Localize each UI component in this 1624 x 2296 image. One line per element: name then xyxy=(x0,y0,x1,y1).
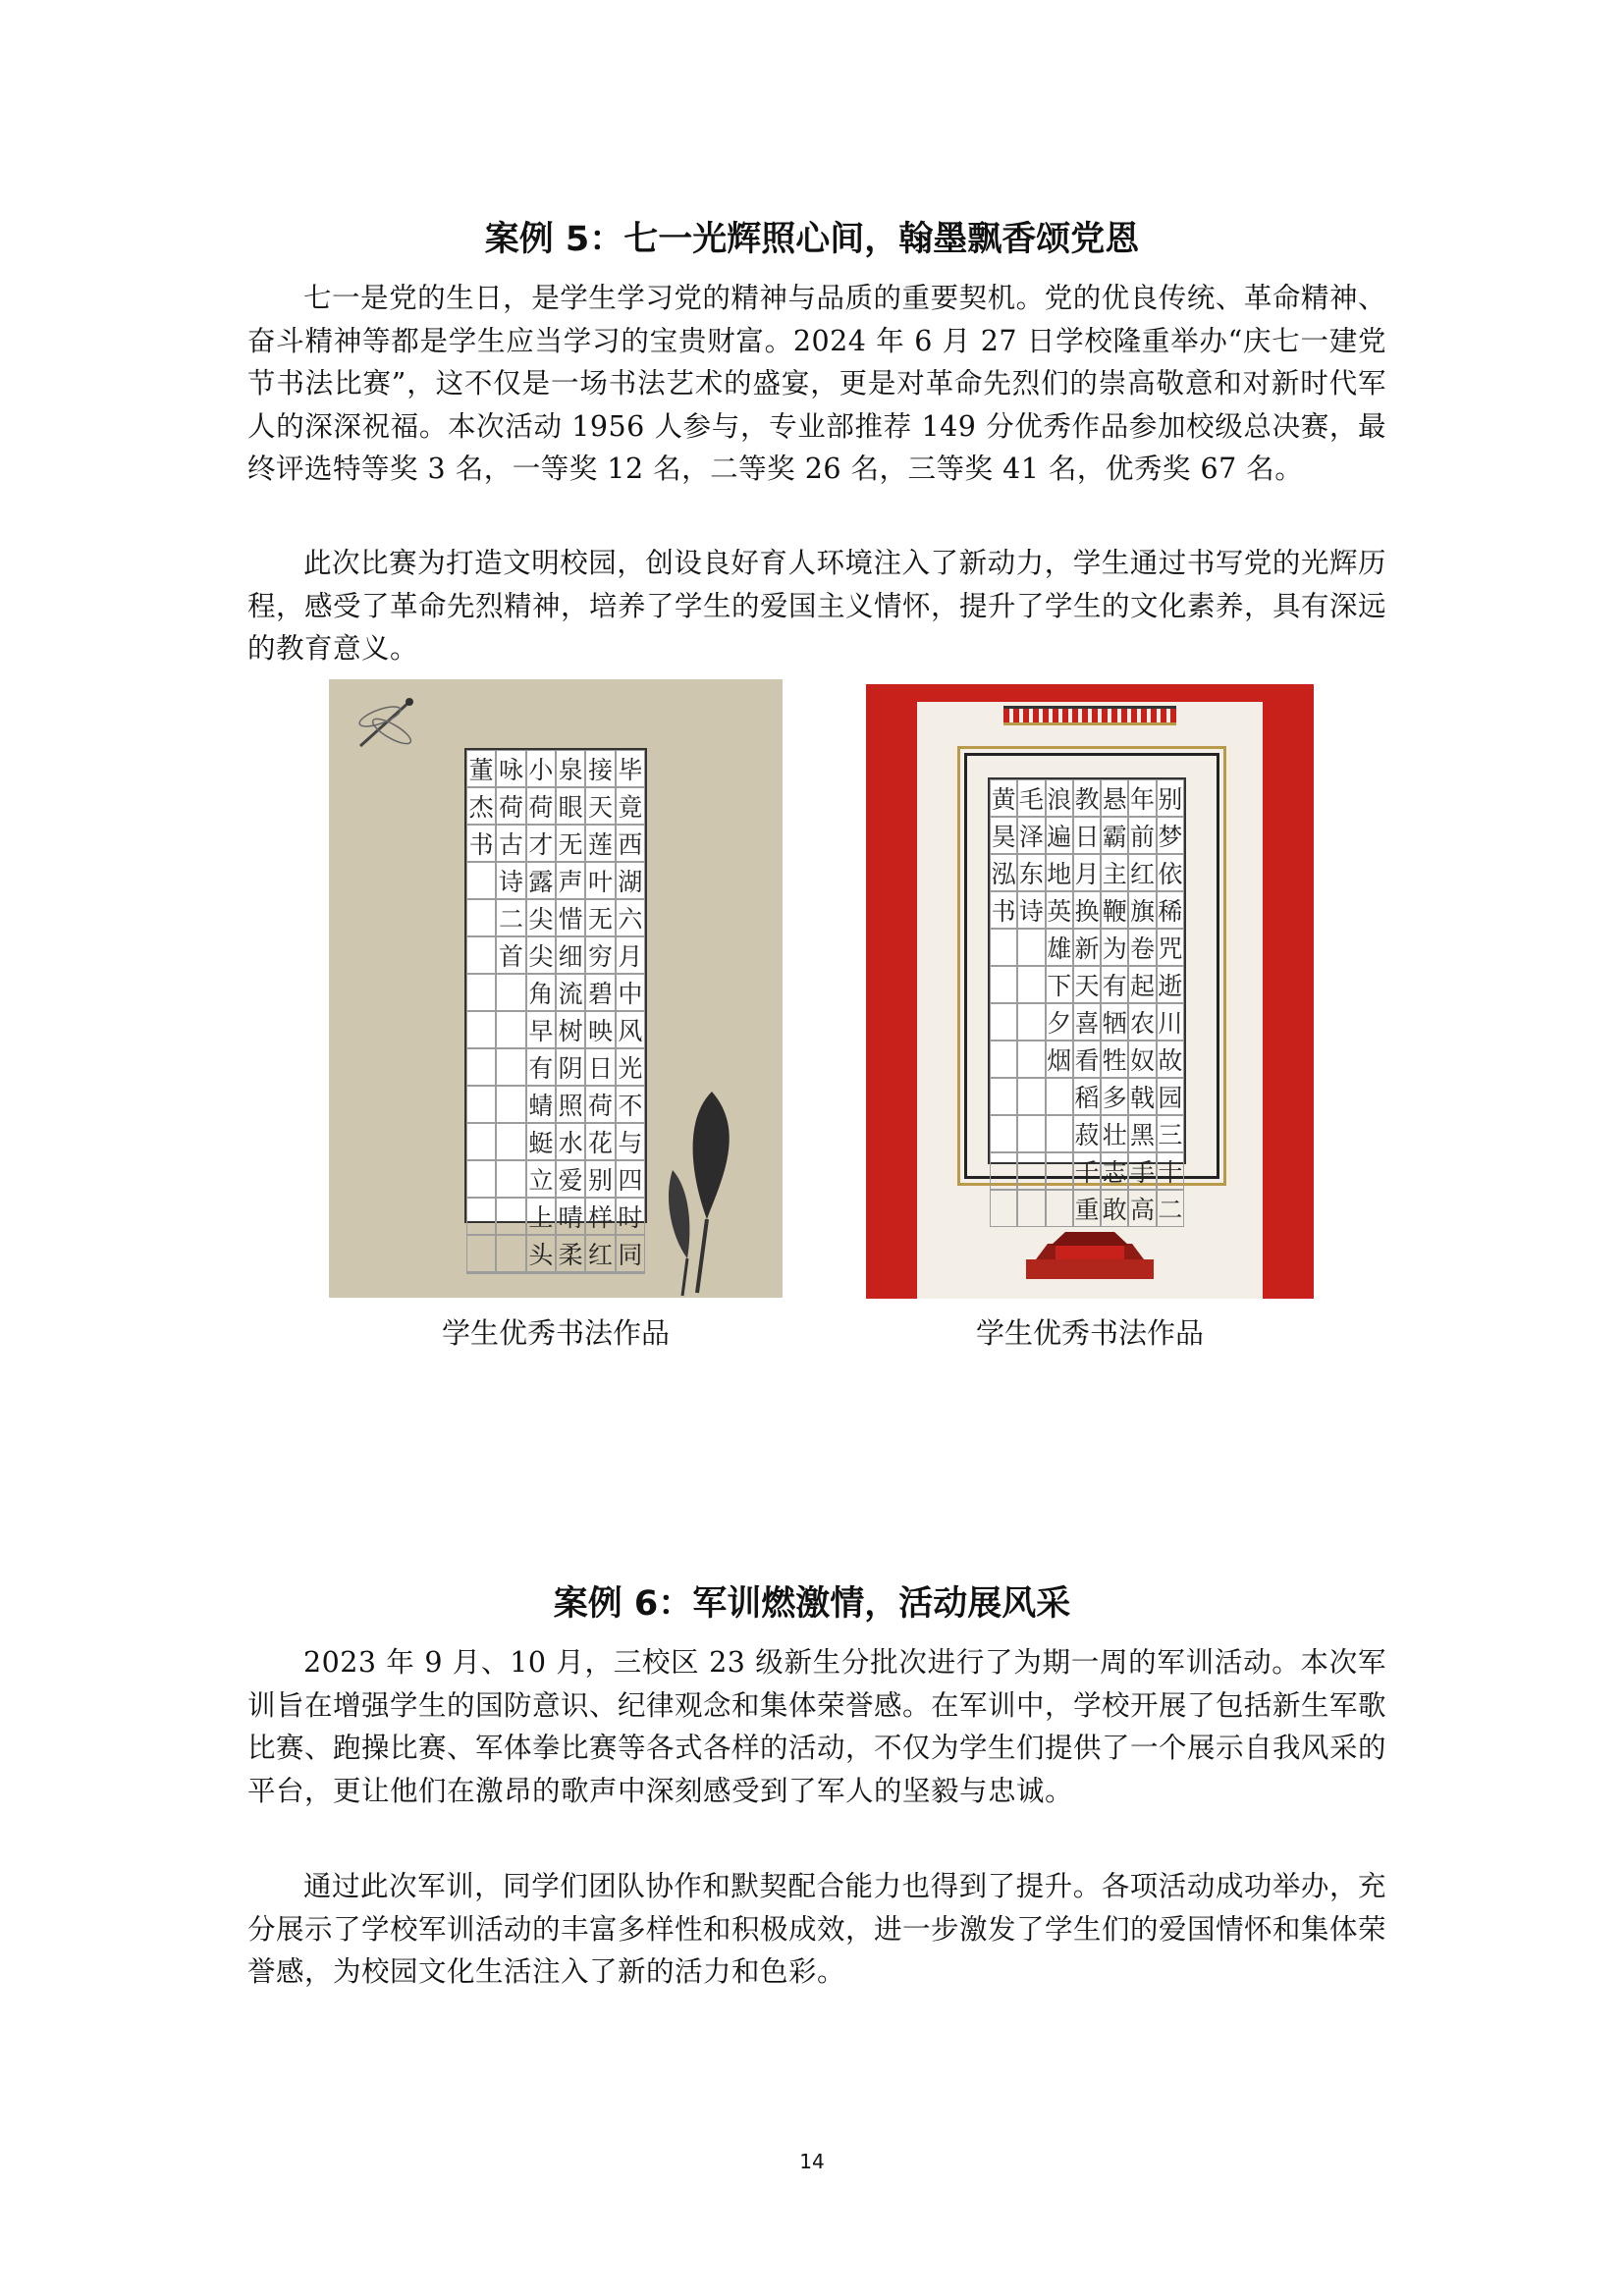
section6-title: 案例 6：军训燃激情，活动展风采 xyxy=(553,1584,1071,1624)
calligraphy-char: 夕 xyxy=(1046,1003,1073,1041)
calligraphy-char: 穷 xyxy=(585,936,615,974)
calligraphy-char: 水 xyxy=(556,1123,585,1160)
calligraphy-char: 月 xyxy=(616,936,645,974)
calligraphy-char xyxy=(496,1235,525,1272)
calligraphy-char: 阴 xyxy=(556,1048,585,1086)
calligraphy-char: 高 xyxy=(1128,1190,1156,1227)
calligraphy-char: 晴 xyxy=(556,1198,585,1235)
calligraphy-char xyxy=(496,1272,525,1274)
calligraphy-char: 奴 xyxy=(1128,1041,1156,1078)
calligraphy-char: 叶 xyxy=(585,862,615,899)
calligraphy-char: 雄 xyxy=(1046,929,1073,966)
calligraphy-char: 杰 xyxy=(466,787,496,825)
section5-paragraph-2: 此次比赛为打造文明校园，创设良好育人环境注入了新动力，学生通过书写党的光辉历程，感受了革命先烈精神，培养了学生的爱国主义情怀，提升了学生的文化素养，具有深远的教育意义。 xyxy=(247,547,1387,665)
calligraphy-char: 菽 xyxy=(1073,1115,1101,1152)
calligraphy-char xyxy=(496,974,525,1011)
calligraphy-char: 细 xyxy=(556,936,585,974)
section6-paragraph-1: 2023 年 9 月、10 月，三校区 23 级新生分批次进行了为期一周的军训活动。本次军训旨在增强学生的国防意识、纪律观念和集体荣誉感。在军训中，学校开展了包括新生军歌比赛、跑操比赛、军体拳比赛等各式各样的活动，不仅为学生们提供了一个展示自我风采的平台，更让他们在激昂的歌声中深刻感受到了军人的坚毅与忠诚。 xyxy=(247,1646,1387,1807)
calligraphy-char xyxy=(466,1123,496,1160)
calligraphy-char: 主 xyxy=(1101,854,1128,891)
calligraphy-char: 董 xyxy=(466,750,496,787)
calligraphy-char xyxy=(466,1086,496,1123)
calligraphy-char xyxy=(1046,1190,1073,1227)
calligraphy-char: 壮 xyxy=(1101,1115,1128,1152)
calligraphy-char: 重 xyxy=(1073,1190,1101,1227)
calligraphy-char: 故 xyxy=(1157,1041,1184,1078)
page-number: 14 xyxy=(799,2150,825,2173)
calligraphy-char: 竟 xyxy=(616,787,645,825)
calligraphy-char: 稻 xyxy=(1073,1078,1101,1115)
calligraphy-char: 头 xyxy=(526,1235,556,1272)
calligraphy-char: 照 xyxy=(556,1086,585,1123)
calligraphy-char: 起 xyxy=(1128,966,1156,1003)
calligraphy-char: 换 xyxy=(1073,891,1101,929)
calligraphy-char: 蜓 xyxy=(526,1123,556,1160)
calligraphy-char: 依 xyxy=(1157,854,1184,891)
calligraphy-char: 荷 xyxy=(526,787,556,825)
calligraphy-char: 月 xyxy=(1073,854,1101,891)
calligraphy-char xyxy=(990,1041,1017,1078)
calligraphy-char: 二 xyxy=(1157,1190,1184,1227)
calligraphy-char xyxy=(466,862,496,899)
calligraphy-char xyxy=(496,1160,525,1198)
calligraphy-char: 荷 xyxy=(496,787,525,825)
calligraphy-char: 下 xyxy=(1046,966,1073,1003)
calligraphy-char xyxy=(1046,1152,1073,1190)
calligraphy-char xyxy=(466,1198,496,1235)
calligraphy-char xyxy=(496,1198,525,1235)
calligraphy-char: 露 xyxy=(526,862,556,899)
calligraphy-char: 风 xyxy=(616,1011,645,1048)
calligraphy-char: 东 xyxy=(1017,854,1045,891)
calligraphy-char: 花 xyxy=(585,1123,615,1160)
calligraphy-char: 手 xyxy=(1128,1152,1156,1190)
calligraphy-char: 不 xyxy=(616,1086,645,1123)
calligraphy-char: 碧 xyxy=(585,974,615,1011)
calligraphy-char xyxy=(466,1272,496,1274)
calligraphy-char: 四 xyxy=(616,1160,645,1198)
calligraphy-char: 上 xyxy=(526,1198,556,1235)
scroll-top-ornament xyxy=(1003,706,1176,725)
calligraphy-char xyxy=(496,1011,525,1048)
calligraphy-char: 天 xyxy=(1073,966,1101,1003)
calligraphy-char: 川 xyxy=(1157,1003,1184,1041)
calligraphy-char: 二 xyxy=(496,899,525,936)
calligraphy-char: 古 xyxy=(496,825,525,862)
calligraphy-char xyxy=(466,1011,496,1048)
calligraphy-char: 黑 xyxy=(1128,1115,1156,1152)
calligraphy-char: 立 xyxy=(526,1160,556,1198)
calligraphy-char: 十 xyxy=(1157,1152,1184,1190)
calligraphy-char: 映 xyxy=(585,1011,615,1048)
lotus-leaf-ink xyxy=(653,1082,771,1298)
calligraphy-char: 光 xyxy=(616,1048,645,1086)
calligraphy-char: 教 xyxy=(1073,779,1101,817)
calligraphy-char xyxy=(1017,1190,1045,1227)
calligraphy-char: 有 xyxy=(526,1048,556,1086)
calligraphy-char xyxy=(496,1048,525,1086)
calligraphy-char: 年 xyxy=(1128,779,1156,817)
calligraphy-grid-2 xyxy=(988,777,1186,1224)
calligraphy-char xyxy=(990,1152,1017,1190)
calligraphy-char xyxy=(990,1078,1017,1115)
calligraphy-char xyxy=(616,1272,645,1274)
calligraphy-char: 才 xyxy=(526,825,556,862)
calligraphy-char: 农 xyxy=(1128,1003,1156,1041)
calligraphy-char: 湖 xyxy=(616,862,645,899)
calligraphy-char: 时 xyxy=(616,1198,645,1235)
calligraphy-char xyxy=(1017,929,1045,966)
tiananmen-icon xyxy=(1016,1222,1164,1281)
calligraphy-char: 声 xyxy=(556,862,585,899)
calligraphy-char: 日 xyxy=(585,1048,615,1086)
calligraphy-char: 泓 xyxy=(990,854,1017,891)
calligraphy-char: 英 xyxy=(1046,891,1073,929)
calligraphy-char xyxy=(585,1272,615,1274)
calligraphy-char: 泽 xyxy=(1017,817,1045,854)
calligraphy-char: 咒 xyxy=(1157,929,1184,966)
calligraphy-char xyxy=(526,1272,556,1274)
calligraphy-char: 黄 xyxy=(990,779,1017,817)
calligraphy-char: 样 xyxy=(585,1198,615,1235)
calligraphy-char: 毕 xyxy=(616,750,645,787)
calligraphy-char: 日 xyxy=(1073,817,1101,854)
calligraphy-char xyxy=(496,1086,525,1123)
calligraphy-char: 旗 xyxy=(1128,891,1156,929)
calligraphy-char: 地 xyxy=(1046,854,1073,891)
calligraphy-char: 别 xyxy=(1157,779,1184,817)
calligraphy-char: 无 xyxy=(556,825,585,862)
calligraphy-char: 尖 xyxy=(526,936,556,974)
calligraphy-char: 牲 xyxy=(1101,1041,1128,1078)
calligraphy-char: 莲 xyxy=(585,825,615,862)
calligraphy-char: 蜻 xyxy=(526,1086,556,1123)
calligraphy-char: 悬 xyxy=(1101,779,1128,817)
calligraphy-char xyxy=(1046,1078,1073,1115)
section6-paragraph-2: 通过此次军训，同学们团队协作和默契配合能力也得到了提升。各项活动成功举办，充分展示了学校军训活动的丰富多样性和积极成效，进一步激发了学生们的爱国情怀和集体荣誉感，为校园文化生活注入了新的活力和色彩。 xyxy=(247,1870,1387,1988)
calligraphy-char: 遍 xyxy=(1046,817,1073,854)
calligraphy-char: 爱 xyxy=(556,1160,585,1198)
calligraphy-char: 卷 xyxy=(1128,929,1156,966)
calligraphy-char: 小 xyxy=(526,750,556,787)
calligraphy-char xyxy=(556,1272,585,1274)
calligraphy-char: 荷 xyxy=(585,1086,615,1123)
calligraphy-char xyxy=(1017,1003,1045,1041)
calligraphy-char xyxy=(1017,1115,1045,1152)
calligraphy-char: 书 xyxy=(990,891,1017,929)
calligraphy-char: 志 xyxy=(1101,1152,1128,1190)
calligraphy-char: 戟 xyxy=(1128,1078,1156,1115)
calligraphy-char xyxy=(990,1115,1017,1152)
calligraphy-char xyxy=(990,966,1017,1003)
calligraphy-grid-1 xyxy=(464,748,647,1269)
calligraphy-char: 红 xyxy=(585,1235,615,1272)
section5-title: 案例 5：七一光辉照心间，翰墨飘香颂党恩 xyxy=(484,220,1140,259)
calligraphy-char xyxy=(466,1048,496,1086)
calligraphy-char: 敢 xyxy=(1101,1190,1128,1227)
calligraphy-char: 书 xyxy=(466,825,496,862)
calligraphy-char xyxy=(466,1160,496,1198)
calligraphy-char: 烟 xyxy=(1046,1041,1073,1078)
calligraphy-char: 有 xyxy=(1101,966,1128,1003)
calligraphy-char: 鞭 xyxy=(1101,891,1128,929)
calligraphy-char: 红 xyxy=(1128,854,1156,891)
calligraphy-char: 喜 xyxy=(1073,1003,1101,1041)
calligraphy-char: 角 xyxy=(526,974,556,1011)
calligraphy-char: 三 xyxy=(1157,1115,1184,1152)
calligraphy-char xyxy=(990,1003,1017,1041)
calligraphy-char xyxy=(1017,1152,1045,1190)
calligraphy-char: 早 xyxy=(526,1011,556,1048)
calligraphy-char: 牺 xyxy=(1101,1003,1128,1041)
calligraphy-char xyxy=(466,936,496,974)
calligraphy-char: 诗 xyxy=(1017,891,1045,929)
calligraphy-char: 昊 xyxy=(990,817,1017,854)
calligraphy-char: 浪 xyxy=(1046,779,1073,817)
calligraphy-char xyxy=(466,1235,496,1272)
calligraphy-char: 接 xyxy=(585,750,615,787)
calligraphy-char xyxy=(1046,1115,1073,1152)
calligraphy-char: 逝 xyxy=(1157,966,1184,1003)
calligraphy-char: 六 xyxy=(616,899,645,936)
calligraphy-char: 咏 xyxy=(496,750,525,787)
calligraphy-char xyxy=(1017,1078,1045,1115)
calligraphy-char: 流 xyxy=(556,974,585,1011)
calligraphy-char: 天 xyxy=(585,787,615,825)
calligraphy-char: 同 xyxy=(616,1235,645,1272)
calligraphy-char xyxy=(466,899,496,936)
calligraphy-char: 诗 xyxy=(496,862,525,899)
calligraphy-char: 毛 xyxy=(1017,779,1045,817)
section5-paragraph-1: 七一是党的生日，是学生学习党的精神与品质的重要契机。党的优良传统、革命精神、奋斗精神等都是学生应当学习的宝贵财富。2024 年 6 月 27 日学校隆重举办“庆七一建党节书法比赛”，这不仅是一场书法艺术的盛宴，更是对革命先烈们的崇高敬意和对新时代军人的深深祝福。本次活动 1956 人参与，专业部推荐 149 分优秀作品参加校级总决赛，最终评选特等奖 3 名，一等奖 12 名，二等奖 26 名，三等奖 41 名，优秀奖 67 名。 xyxy=(247,282,1386,485)
calligraphy-char xyxy=(1017,966,1045,1003)
calligraphy-char: 多 xyxy=(1101,1078,1128,1115)
calligraphy-char: 前 xyxy=(1128,817,1156,854)
calligraphy-char: 惜 xyxy=(556,899,585,936)
calligraphy-char: 梦 xyxy=(1157,817,1184,854)
calligraphy-char: 中 xyxy=(616,974,645,1011)
calligraphy-char: 为 xyxy=(1101,929,1128,966)
calligraphy-char: 看 xyxy=(1073,1041,1101,1078)
calligraphy-char: 稀 xyxy=(1157,891,1184,929)
figure-caption-1: 学生优秀书法作品 xyxy=(441,1316,670,1350)
calligraphy-char: 千 xyxy=(1073,1152,1101,1190)
calligraphy-char: 尖 xyxy=(526,899,556,936)
calligraphy-char: 新 xyxy=(1073,929,1101,966)
calligraphy-char: 无 xyxy=(585,899,615,936)
calligraphy-char: 柔 xyxy=(556,1235,585,1272)
calligraphy-char: 眼 xyxy=(556,787,585,825)
calligraphy-char: 泉 xyxy=(556,750,585,787)
figure-caption-2: 学生优秀书法作品 xyxy=(975,1316,1204,1350)
calligraphy-char xyxy=(466,974,496,1011)
calligraphy-char xyxy=(990,929,1017,966)
calligraphy-char xyxy=(496,1123,525,1160)
calligraphy-char: 首 xyxy=(496,936,525,974)
calligraphy-char xyxy=(1017,1041,1045,1078)
calligraphy-char: 与 xyxy=(616,1123,645,1160)
calligraphy-char: 树 xyxy=(556,1011,585,1048)
dragonfly-icon xyxy=(341,687,429,766)
calligraphy-char: 别 xyxy=(585,1160,615,1198)
calligraphy-char: 园 xyxy=(1157,1078,1184,1115)
calligraphy-char: 霸 xyxy=(1101,817,1128,854)
calligraphy-char: 西 xyxy=(616,825,645,862)
calligraphy-char xyxy=(990,1190,1017,1227)
